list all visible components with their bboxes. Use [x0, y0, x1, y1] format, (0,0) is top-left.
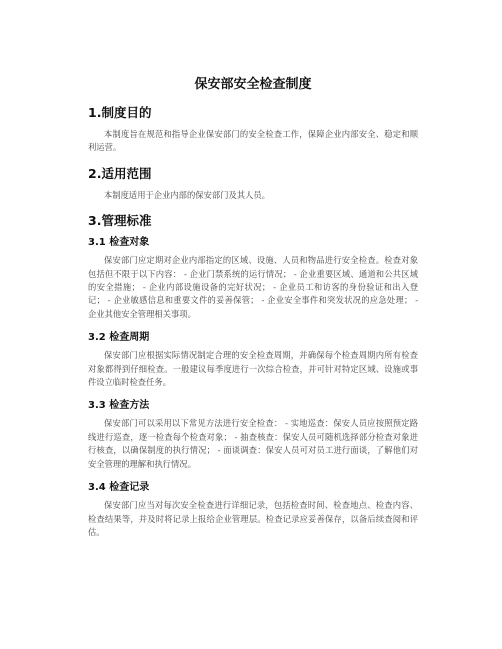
subsection-body: 保安部门可以采用以下常见方法进行安全检查： - 实地巡查：保安人员应按照预定路线进行巡查，逐一检查每个检查对象； - 抽查核查：保安人员可随机选择部分检查对象进行核查，以确保制度的执行情况； - 面谈调查：保安人员可对员工进行面谈，了解他们对安全管理的理解和执行情况。: [88, 418, 418, 469]
subsection-body: 保安部门应当对每次安全检查进行详细记录，包括检查时间、检查地点、检查内容、检查结果等，并及时将记录上报给企业管理层。检查记录应妥善保存，以备后续查阅和评估。: [88, 500, 418, 537]
section-heading: 3.管理标准: [88, 213, 152, 229]
section-body: 本制度适用于企业内部的保安部门及其人员。: [104, 189, 270, 200]
section-purpose: [88, 104, 418, 155]
subsection-body: 保安部门应定期对企业内部指定的区域、设施、人员和物品进行安全检查。检查对象包括但不限于以下内容： - 企业门禁系统的运行情况； - 企业重要区域、通道和公共区域的安全措施； - 企业内部设施设备的完好状况； - 企业员工和访客的身份验证和出入登记； - 企业敏感信息和重要文件的妥善保管； - 企业安全事件和突发状况的应急处理； - 企业其他安全管理相关事项。: [88, 255, 418, 319]
subsection-inspection-cycle: [88, 331, 418, 389]
section-standards: [88, 212, 418, 539]
subsection-heading: 3.2 检查周期: [88, 332, 150, 344]
document-title: 保安部安全检查制度: [194, 77, 312, 92]
subsection-heading: 3.3 检查方法: [88, 400, 150, 412]
subsection-inspection-records: [88, 481, 418, 539]
subsection-heading: 3.4 检查记录: [88, 482, 150, 494]
subsection-heading: 3.1 检查对象: [88, 237, 150, 249]
subsection-body: 保安部门应根据实际情况制定合理的安全检查周期，并确保每个检查周期内所有检查对象都得到仔细检查。一般建议每季度进行一次综合检查，并可针对特定区域、设施或事件设立临时检查任务。: [88, 350, 418, 388]
section-heading: 2.适用范围: [88, 165, 152, 181]
subsection-inspection-targets: [88, 236, 418, 321]
section-scope: [88, 165, 418, 202]
document-page: [88, 76, 418, 549]
section-body: 本制度旨在规范和指导企业保安部门的安全检查工作，保障企业内部安全、稳定和顺利运营。: [88, 129, 418, 153]
subsection-inspection-methods: [88, 399, 418, 471]
section-heading: 1.制度目的: [88, 105, 152, 120]
